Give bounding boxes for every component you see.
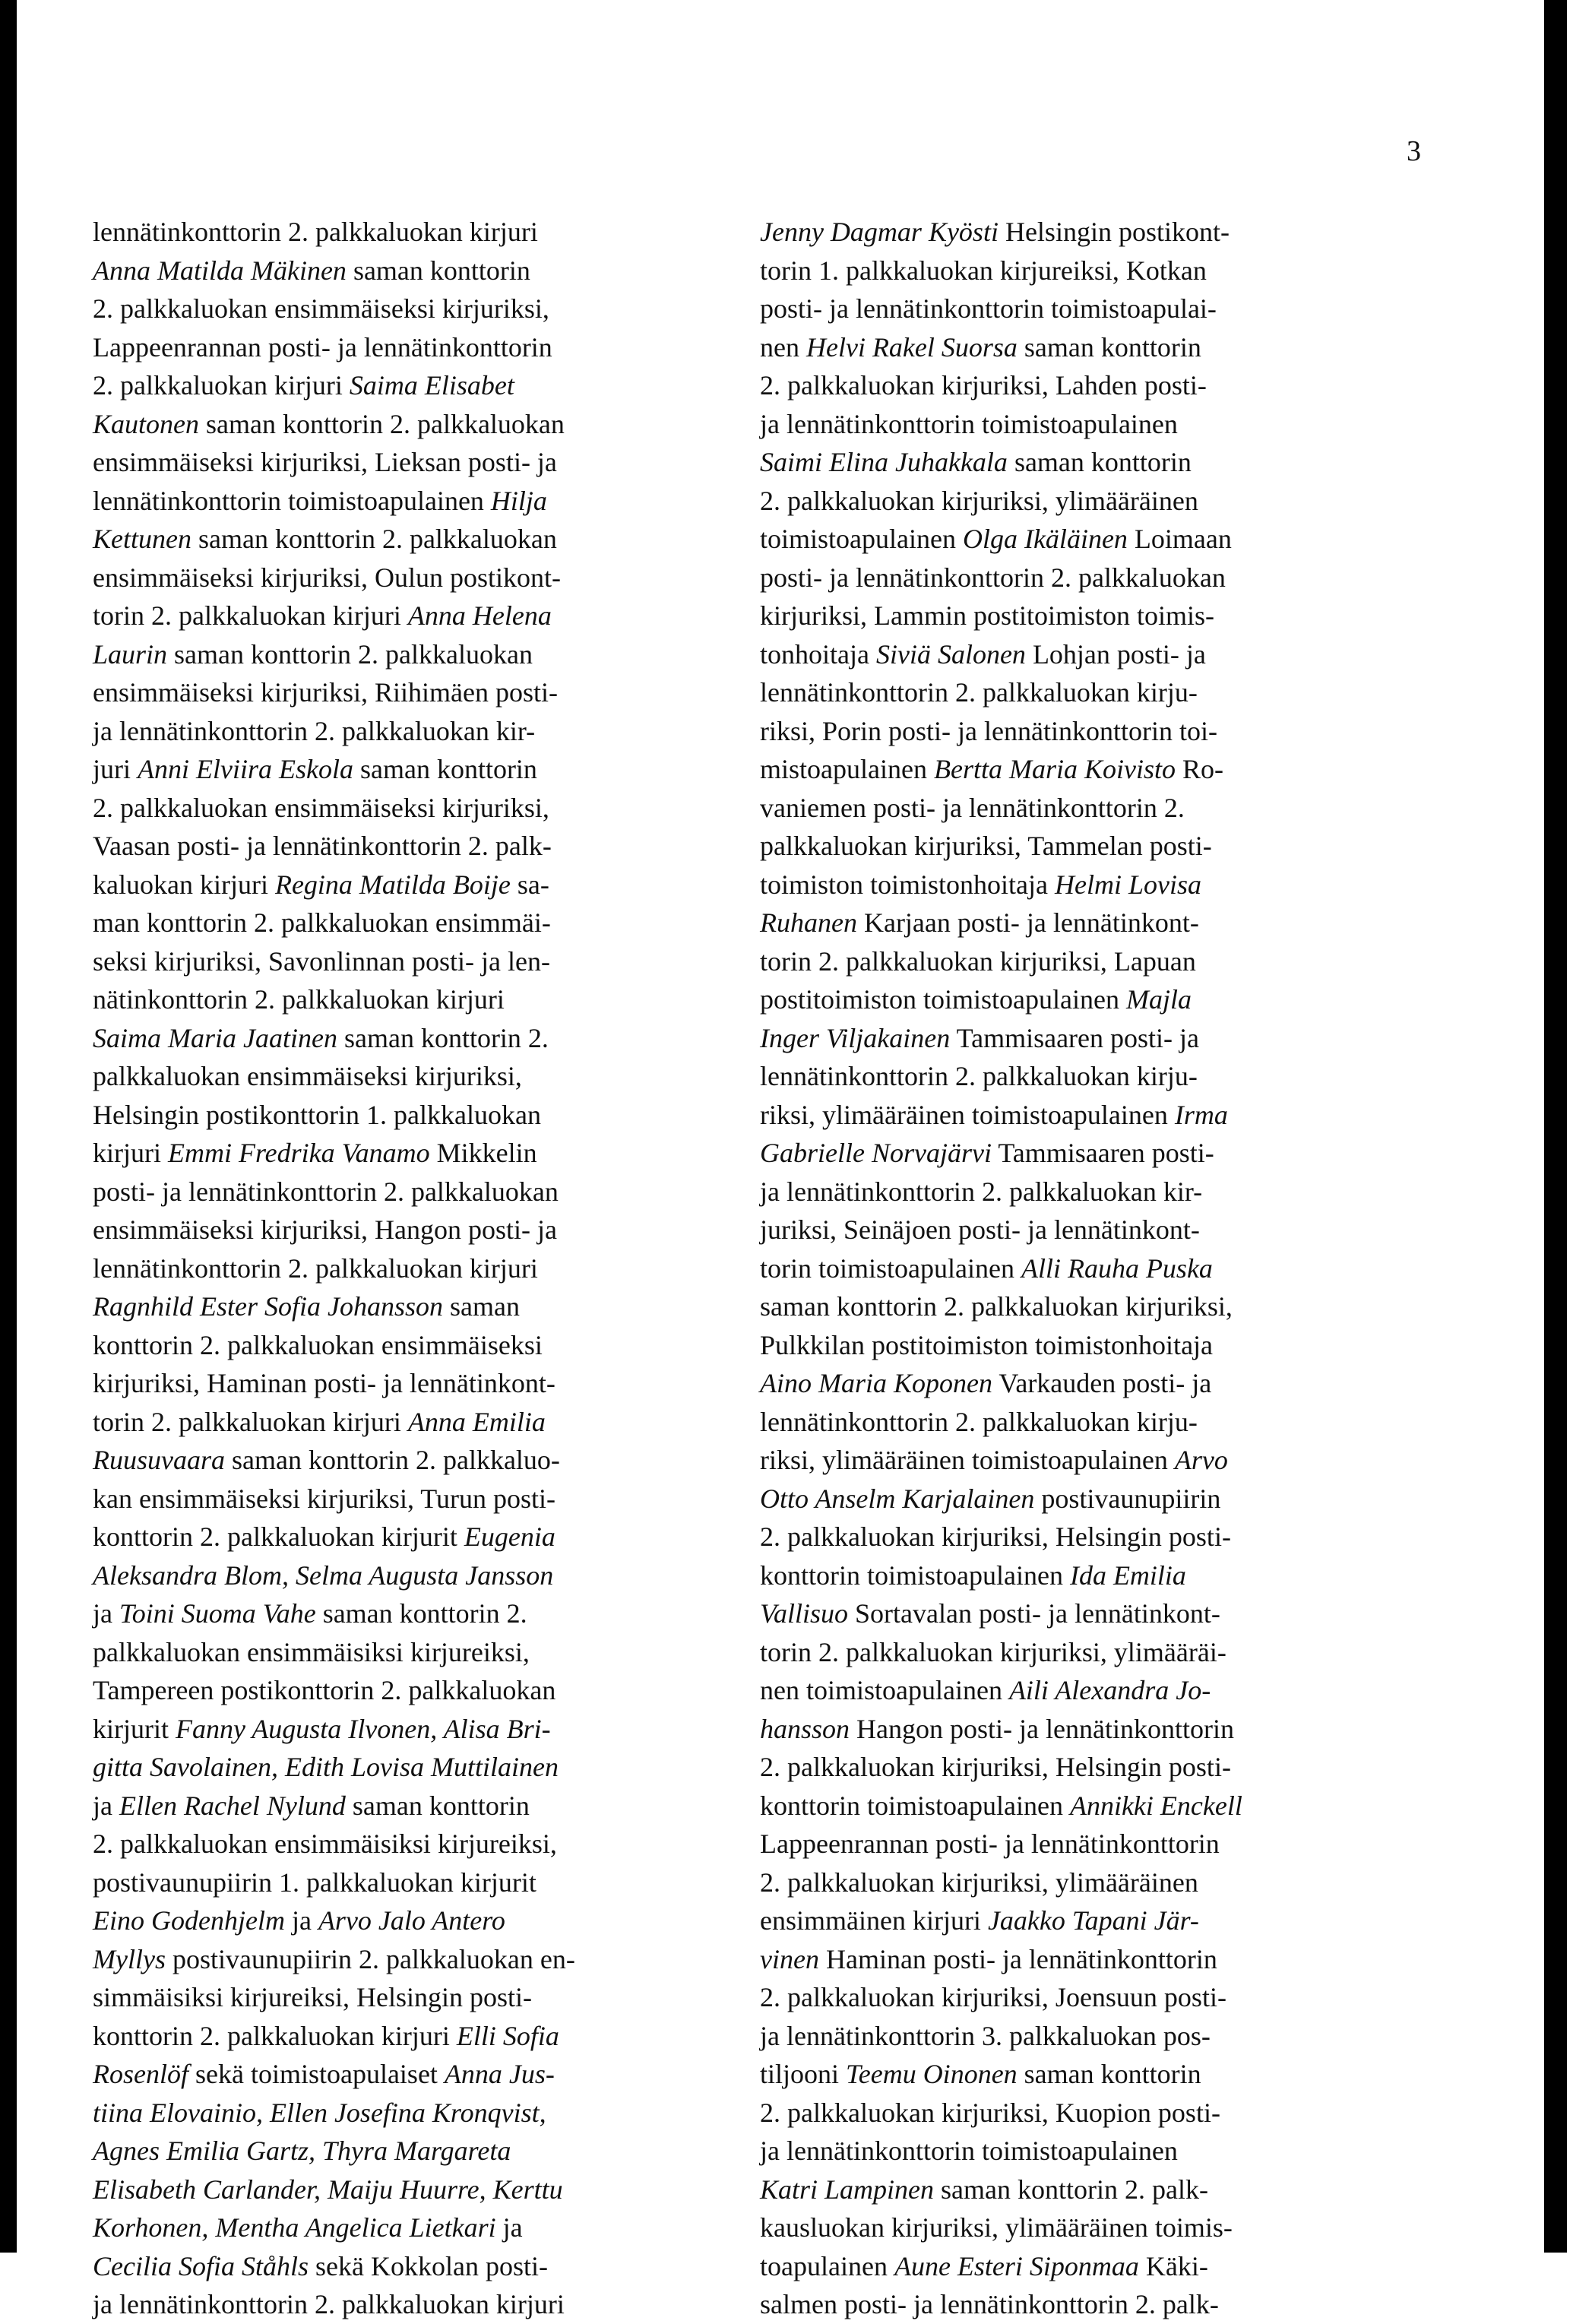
- text-line: [760, 2132, 1385, 2170]
- person-name: tiina Elovainio, Ellen Josefina Kronqvist,: [93, 2097, 546, 2128]
- text-line: [760, 1287, 1385, 1326]
- person-name: Gabrielle Norvajärvi: [760, 1138, 992, 1168]
- text-run: lennätinkonttorin 2. palkkaluokan kirju-: [760, 1061, 1198, 1091]
- text-line: [760, 673, 1385, 712]
- scan-edge-left: [0, 0, 17, 2253]
- person-name: Anni Elviira Eskola: [138, 754, 353, 784]
- text-line: [93, 252, 717, 290]
- text-line: [93, 1978, 717, 2017]
- text-line: [93, 2094, 717, 2132]
- text-run: konttorin toimistoapulainen: [760, 1559, 1070, 1591]
- person-name: Saima Maria Jaatinen: [93, 1022, 337, 1053]
- text-run: Tampereen postikonttorin 2. palkkaluokan: [93, 1675, 556, 1705]
- text-run: 2. palkkaluokan kirjuriksi, Kuopion posti-: [760, 2097, 1220, 2128]
- person-name: Jaakko Tapani Jär-: [987, 1905, 1199, 1936]
- text-run: saman: [443, 1291, 520, 1322]
- text-run: saman konttorin: [345, 1790, 530, 1821]
- text-line: [760, 1211, 1385, 1249]
- text-run: torin 2. palkkaluokan kirjuri: [93, 1406, 408, 1437]
- person-name: Ellen Rachel Nylund: [119, 1790, 346, 1821]
- text-run: palkkaluokan ensimmäisiksi kirjureiksi,: [93, 1636, 530, 1667]
- person-name: Elisabeth Carlander, Maiju Huurre, Kerttu: [93, 2174, 563, 2205]
- text-run: ensimmäinen kirjuri: [760, 1905, 988, 1936]
- person-name: Ragnhild Ester Sofia Johansson: [93, 1291, 443, 1322]
- text-line: [93, 1556, 717, 1595]
- text-run: lennätinkonttorin 2. palkkaluokan kirju-: [760, 1406, 1198, 1437]
- text-run: riksi, Porin posti- ja lennätinkonttorin toi-: [760, 715, 1217, 746]
- text-line: [760, 1710, 1385, 1749]
- text-run: nätinkonttorin 2. palkkaluokan kirjuri: [93, 984, 505, 1015]
- text-line: [760, 2017, 1385, 2056]
- text-run: ja lennätinkonttorin 2. palkkaluokan kirjuri: [93, 2289, 565, 2319]
- text-line: [93, 1364, 717, 1403]
- text-run: 2. palkkaluokan kirjuriksi, ylimääräinen: [760, 485, 1198, 516]
- text-run: postivaunupiirin 2. palkkaluokan en-: [165, 1943, 575, 1974]
- text-line: [760, 1019, 1385, 1058]
- text-line: [93, 1249, 717, 1288]
- text-line: [93, 2247, 717, 2286]
- text-line: [93, 1594, 717, 1633]
- person-name: Ruhanen: [760, 907, 857, 938]
- person-name: Aune Esteri Siponmaa: [894, 2250, 1139, 2281]
- text-run: torin toimistoapulainen: [760, 1252, 1021, 1284]
- text-run: sekä toimistoapulaiset: [188, 2059, 445, 2089]
- text-run: 2. palkkaluokan ensimmäiseksi kirjuriksi,: [93, 792, 549, 823]
- text-line: [93, 1633, 717, 1672]
- text-run: posti- ja lennätinkonttorin 2. palkkaluokan: [760, 562, 1226, 593]
- person-name: Otto Anselm Karjalainen: [760, 1483, 1035, 1514]
- text-line: [760, 1940, 1385, 1979]
- text-line: [93, 1787, 717, 1825]
- text-line: [93, 1825, 717, 1863]
- text-line: [93, 673, 717, 712]
- page-number: 3: [1407, 135, 1421, 167]
- text-line: [760, 1594, 1385, 1633]
- text-run: mistoapulainen: [760, 754, 934, 784]
- text-run: 2. palkkaluokan kirjuriksi, ylimääräinen: [760, 1866, 1198, 1898]
- text-run: sa-: [510, 869, 549, 900]
- text-line: [93, 1096, 717, 1135]
- text-run: simmäisiksi kirjureiksi, Helsingin posti-: [93, 1982, 532, 2012]
- text-run: saman konttorin 2. palkkaluo-: [225, 1445, 560, 1475]
- text-line: [93, 2208, 717, 2247]
- text-run: Vaasan posti- ja lennätinkonttorin 2. palk-: [93, 831, 552, 861]
- person-name: Vallisuo: [760, 1598, 849, 1629]
- person-name: Toini Suoma Vahe: [119, 1598, 316, 1629]
- text-line: [93, 482, 717, 521]
- text-line: [760, 789, 1385, 828]
- text-line: [93, 904, 717, 942]
- text-run: saman konttorin: [346, 255, 530, 286]
- text-run: Pulkkilan postitoimiston toimistonhoitaja: [760, 1329, 1214, 1360]
- text-line: [760, 1748, 1385, 1787]
- text-line: [760, 328, 1385, 367]
- person-name: Katri Lampinen: [760, 2174, 935, 2205]
- text-line: [760, 1825, 1385, 1863]
- text-line: [93, 980, 717, 1019]
- text-run: ja: [284, 1905, 318, 1936]
- text-line: [93, 1287, 717, 1326]
- text-run: tonhoitaja: [760, 638, 876, 670]
- text-line: [93, 712, 717, 751]
- person-name: Eino Godenhjelm: [93, 1905, 285, 1936]
- text-line: [760, 443, 1385, 482]
- text-column-left: [93, 213, 717, 2324]
- text-line: [760, 980, 1385, 1019]
- text-line: [93, 366, 717, 405]
- text-line: [760, 2247, 1385, 2286]
- person-name: Helmi Lovisa: [1055, 869, 1202, 900]
- text-line: [760, 1326, 1385, 1365]
- text-run: seksi kirjuriksi, Savonlinnan posti- ja len-: [93, 945, 550, 977]
- text-run: juri: [93, 754, 138, 784]
- text-line: [760, 405, 1385, 444]
- text-line: [93, 328, 717, 367]
- text-run: saman konttorin 2.: [315, 1598, 527, 1629]
- text-line: [760, 2208, 1385, 2247]
- text-run: tiljooni: [760, 2059, 847, 2089]
- text-run: Ro-: [1175, 754, 1223, 784]
- text-run: konttorin 2. palkkaluokan kirjuri: [93, 2020, 457, 2051]
- scan-edge-right: [1544, 0, 1567, 2253]
- person-name: Aleksandra Blom, Selma Augusta Jansson: [93, 1559, 554, 1591]
- text-line: [93, 1710, 717, 1749]
- text-line: [93, 1019, 717, 1058]
- person-name: Helvi Rakel Suorsa: [805, 331, 1018, 363]
- person-name: Olga Ikäläinen: [962, 524, 1128, 554]
- text-run: posti- ja lennätinkonttorin toimistoapulai-: [760, 293, 1217, 324]
- text-line: [93, 2170, 717, 2209]
- text-line: [93, 1403, 717, 1442]
- person-name: Anna Matilda Mäkinen: [93, 255, 347, 286]
- text-line: [93, 1134, 717, 1173]
- text-run: kirjuriksi, Lammin postitoimiston toimis-: [760, 600, 1215, 631]
- text-line: [93, 866, 717, 904]
- text-run: nen toimistoapulainen: [760, 1675, 1009, 1705]
- person-name: Teemu Oinonen: [846, 2059, 1018, 2089]
- text-run: man konttorin 2. palkkaluokan ensimmäi-: [93, 907, 551, 938]
- text-line: [93, 1901, 717, 1940]
- text-line: [760, 1901, 1385, 1940]
- text-run: torin 2. palkkaluokan kirjuriksi, Lapuan: [760, 945, 1196, 977]
- text-line: [93, 789, 717, 828]
- person-name: Laurin: [93, 638, 168, 670]
- text-run: kirjurit: [93, 1713, 176, 1744]
- person-name: Arvo: [1174, 1445, 1228, 1475]
- text-run: toimiston toimistonhoitaja: [760, 869, 1056, 900]
- text-line: [93, 1326, 717, 1365]
- text-line: [760, 1173, 1385, 1211]
- text-run: konttorin 2. palkkaluokan ensimmäiseksi: [93, 1329, 543, 1360]
- text-run: ja lennätinkonttorin 2. palkkaluokan kir-: [760, 1176, 1203, 1207]
- text-line: [760, 750, 1385, 789]
- person-name: Aino Maria Koponen: [760, 1368, 992, 1398]
- text-run: posti- ja lennätinkonttorin 2. palkkaluokan: [93, 1176, 559, 1207]
- text-run: salmen posti- ja lennätinkonttorin 2. palk-: [760, 2289, 1219, 2319]
- person-name: Siviä Salonen: [875, 638, 1026, 670]
- text-line: [93, 2017, 717, 2056]
- text-line: [760, 2055, 1385, 2094]
- text-run: ensimmäiseksi kirjuriksi, Lieksan posti- ja: [93, 447, 557, 477]
- text-line: [93, 1480, 717, 1518]
- text-line: [93, 1748, 717, 1787]
- text-run: saman konttorin: [353, 754, 537, 784]
- text-run: saman konttorin 2. palkkaluokan: [199, 408, 565, 439]
- person-name: Aili Alexandra Jo-: [1008, 1675, 1211, 1705]
- text-line: [760, 1787, 1385, 1825]
- text-run: ja lennätinkonttorin 2. palkkaluokan kir-: [93, 715, 536, 746]
- text-run: lennätinkonttorin 2. palkkaluokan kirju-: [760, 677, 1198, 708]
- person-name: Emmi Fredrika Vanamo: [167, 1138, 430, 1168]
- person-name: Ruusuvaara: [93, 1445, 225, 1475]
- text-line: [93, 1057, 717, 1096]
- text-line: [760, 866, 1385, 904]
- text-line: [760, 1556, 1385, 1595]
- person-name: vinen: [760, 1943, 819, 1974]
- text-line: [93, 443, 717, 482]
- text-run: torin 1. palkkaluokan kirjureiksi, Kotkan: [760, 255, 1207, 286]
- text-run: Lohjan posti- ja: [1025, 638, 1206, 670]
- text-line: [93, 1671, 717, 1710]
- text-line: [93, 750, 717, 789]
- text-line: [760, 1863, 1385, 1902]
- text-run: saman konttorin 2. palkkaluokan: [191, 524, 557, 554]
- text-run: saman konttorin: [1017, 331, 1201, 363]
- text-run: kirjuri: [93, 1138, 168, 1168]
- text-run: torin 2. palkkaluokan kirjuri: [93, 600, 408, 631]
- text-line: [760, 252, 1385, 290]
- person-name: Ida Emilia: [1069, 1559, 1186, 1591]
- person-name: Anna Emilia: [407, 1406, 546, 1437]
- person-name: Fanny Augusta Ilvonen, Alisa Bri-: [175, 1713, 551, 1744]
- text-run: saman konttorin 2. palkkaluokan: [167, 638, 533, 670]
- person-name: Kautonen: [93, 408, 199, 439]
- person-name: hansson: [760, 1713, 850, 1744]
- text-run: 2. palkkaluokan kirjuri: [93, 370, 350, 401]
- text-run: Varkauden posti- ja: [992, 1368, 1212, 1398]
- person-name: Eugenia: [464, 1521, 555, 1552]
- text-line: [760, 290, 1385, 328]
- person-name: gitta Savolainen, Edith Lovisa Muttilainen: [93, 1752, 559, 1782]
- person-name: Elli Sofia: [456, 2020, 559, 2051]
- text-run: postivaunupiirin: [1034, 1483, 1221, 1514]
- text-run: postitoimiston toimistoapulainen: [760, 984, 1126, 1015]
- text-run: 2. palkkaluokan kirjuriksi, Helsingin posti-: [760, 1521, 1231, 1552]
- text-run: Loimaan: [1127, 524, 1232, 554]
- text-run: saman konttorin 2. palk-: [934, 2174, 1208, 2205]
- text-run: Mikkelin: [429, 1138, 537, 1168]
- text-line: [93, 2055, 717, 2094]
- text-line: [760, 942, 1385, 981]
- text-run: toapulainen: [760, 2250, 894, 2281]
- text-run: toimistoapulainen: [760, 524, 963, 554]
- text-line: [93, 1518, 717, 1556]
- text-run: nen: [760, 331, 806, 363]
- person-name: Annikki Enckell: [1069, 1790, 1242, 1821]
- text-run: sekä Kokkolan posti-: [309, 2250, 548, 2281]
- text-run: Tammisaaren posti- ja: [950, 1022, 1199, 1053]
- text-line: [93, 520, 717, 559]
- text-line: [93, 635, 717, 674]
- text-run: kausluokan kirjuriksi, ylimääräinen toimis-: [760, 2212, 1233, 2243]
- text-line: [93, 1211, 717, 1249]
- text-run: kirjuriksi, Haminan posti- ja lennätinkont-: [93, 1368, 555, 1398]
- person-name: Rosenlöf: [93, 2059, 188, 2089]
- text-run: torin 2. palkkaluokan kirjuriksi, ylimääräi-: [760, 1636, 1226, 1667]
- text-run: vaniemen posti- ja lennätinkonttorin 2.: [760, 792, 1185, 823]
- text-run: ensimmäiseksi kirjuriksi, Riihimäen posti-: [93, 677, 558, 708]
- text-line: [760, 1403, 1385, 1442]
- text-line: [760, 1364, 1385, 1403]
- text-run: ensimmäiseksi kirjuriksi, Hangon posti- ja: [93, 1214, 557, 1245]
- text-run: Tammisaaren posti-: [991, 1138, 1214, 1168]
- text-line: [760, 1671, 1385, 1710]
- text-run: 2. palkkaluokan kirjuriksi, Joensuun posti-: [760, 1982, 1226, 2012]
- person-name: Anna Jus-: [444, 2059, 555, 2089]
- text-line: [93, 1863, 717, 1902]
- text-line: [760, 2285, 1385, 2324]
- text-run: ensimmäiseksi kirjuriksi, Oulun postikont-: [93, 562, 561, 593]
- text-line: [93, 1940, 717, 1979]
- text-line: [760, 1480, 1385, 1518]
- text-line: [760, 712, 1385, 751]
- text-run: Helsingin postikonttorin 1. palkkaluokan: [93, 1099, 541, 1130]
- text-line: [760, 366, 1385, 405]
- text-run: Haminan posti- ja lennätinkonttorin: [818, 1943, 1217, 1974]
- text-run: lennätinkonttorin 2. palkkaluokan kirjuri: [93, 217, 538, 247]
- text-run: Hangon posti- ja lennätinkonttorin: [850, 1713, 1234, 1744]
- text-run: kan ensimmäiseksi kirjuriksi, Turun posti-: [93, 1483, 556, 1514]
- text-run: 2. palkkaluokan kirjuriksi, Helsingin posti-: [760, 1752, 1231, 1782]
- text-line: [760, 1518, 1385, 1556]
- text-run: ja: [93, 1598, 119, 1629]
- text-run: Karjaan posti- ja lennätinkont-: [856, 907, 1199, 938]
- text-run: Helsingin postikont-: [998, 217, 1230, 247]
- person-name: Myllys: [93, 1943, 166, 1974]
- text-run: riksi, ylimääräinen toimistoapulainen: [760, 1099, 1175, 1130]
- text-line: [760, 1249, 1385, 1288]
- text-run: Käki-: [1138, 2250, 1208, 2281]
- person-name: Inger Viljakainen: [760, 1022, 951, 1053]
- text-line: [760, 2170, 1385, 2209]
- text-line: [760, 827, 1385, 866]
- person-name: Cecilia Sofia Ståhls: [93, 2250, 309, 2281]
- text-line: [760, 520, 1385, 559]
- person-name: Bertta Maria Koivisto: [933, 754, 1176, 784]
- text-run: saman konttorin 2. palkkaluokan kirjuriksi,: [760, 1291, 1233, 1322]
- text-run: saman konttorin 2.: [337, 1022, 549, 1053]
- text-line: [760, 1134, 1385, 1173]
- text-run: 2. palkkaluokan ensimmäisiksi kirjureiksi,: [93, 1828, 557, 1859]
- text-run: lennätinkonttorin 2. palkkaluokan kirjuri: [93, 1252, 538, 1284]
- text-line: [93, 213, 717, 252]
- text-run: lennätinkonttorin toimistoapulainen: [93, 485, 491, 516]
- text-line: [93, 1441, 717, 1480]
- text-line: [760, 1096, 1385, 1135]
- text-run: konttorin toimistoapulainen: [760, 1790, 1070, 1821]
- person-name: Irma: [1174, 1099, 1228, 1130]
- person-name: Alli Rauha Puska: [1021, 1252, 1213, 1284]
- text-line: [760, 482, 1385, 521]
- text-run: Lappeenrannan posti- ja lennätinkonttorin: [760, 1828, 1220, 1859]
- text-run: konttorin 2. palkkaluokan kirjurit: [93, 1521, 464, 1552]
- text-run: 2. palkkaluokan kirjuriksi, Lahden posti-: [760, 370, 1207, 401]
- text-run: Sortavalan posti- ja lennätinkont-: [848, 1598, 1220, 1629]
- text-line: [93, 405, 717, 444]
- text-run: ja: [93, 1790, 119, 1821]
- person-name: Arvo Jalo Antero: [318, 1905, 505, 1936]
- person-name: Saimi Elina Juhakkala: [760, 447, 1008, 477]
- text-run: saman konttorin: [1007, 447, 1192, 477]
- text-run: ja lennätinkonttorin 3. palkkaluokan pos-: [760, 2020, 1211, 2051]
- text-line: [760, 1057, 1385, 1096]
- text-line: [760, 2094, 1385, 2132]
- text-line: [93, 2132, 717, 2170]
- text-line: [760, 1633, 1385, 1672]
- text-run: palkkaluokan ensimmäiseksi kirjuriksi,: [93, 1061, 522, 1091]
- text-line: [93, 597, 717, 635]
- person-name: Korhonen, Mentha Angelica Lietkari: [93, 2212, 496, 2243]
- text-line: [760, 213, 1385, 252]
- text-run: palkkaluokan kirjuriksi, Tammelan posti-: [760, 831, 1212, 861]
- person-name: Majla: [1126, 984, 1192, 1015]
- text-column-right: [760, 213, 1385, 2324]
- text-line: [760, 635, 1385, 674]
- person-name: Regina Matilda Boije: [274, 869, 511, 900]
- person-name: Jenny Dagmar Kyösti: [760, 217, 999, 247]
- text-run: saman konttorin: [1017, 2059, 1201, 2089]
- text-run: postivaunupiirin 1. palkkaluokan kirjurit: [93, 1866, 536, 1898]
- text-run: kaluokan kirjuri: [93, 869, 275, 900]
- text-run: Lappeenrannan posti- ja lennätinkonttorin: [93, 331, 552, 363]
- text-run: ja lennätinkonttorin toimistoapulainen: [760, 408, 1178, 439]
- text-line: [93, 559, 717, 597]
- text-line: [760, 904, 1385, 942]
- text-line: [93, 827, 717, 866]
- text-line: [760, 1441, 1385, 1480]
- person-name: Kettunen: [93, 524, 191, 554]
- text-run: ja: [495, 2212, 523, 2243]
- text-line: [93, 1173, 717, 1211]
- text-line: [93, 290, 717, 328]
- text-run: riksi, ylimääräinen toimistoapulainen: [760, 1445, 1175, 1475]
- text-run: juriksi, Seinäjoen posti- ja lennätinkont-: [760, 1214, 1200, 1245]
- text-run: 2. palkkaluokan ensimmäiseksi kirjuriksi,: [93, 293, 549, 324]
- person-name: Saima Elisabet: [349, 370, 514, 401]
- text-line: [93, 2285, 717, 2324]
- text-run: ja lennätinkonttorin toimistoapulainen: [760, 2136, 1178, 2166]
- text-line: [760, 597, 1385, 635]
- person-name: Agnes Emilia Gartz, Thyra Margareta: [93, 2136, 511, 2166]
- text-line: [93, 942, 717, 981]
- person-name: Hilja: [490, 485, 547, 516]
- text-line: [760, 1978, 1385, 2017]
- text-line: [760, 559, 1385, 597]
- person-name: Anna Helena: [407, 600, 552, 631]
